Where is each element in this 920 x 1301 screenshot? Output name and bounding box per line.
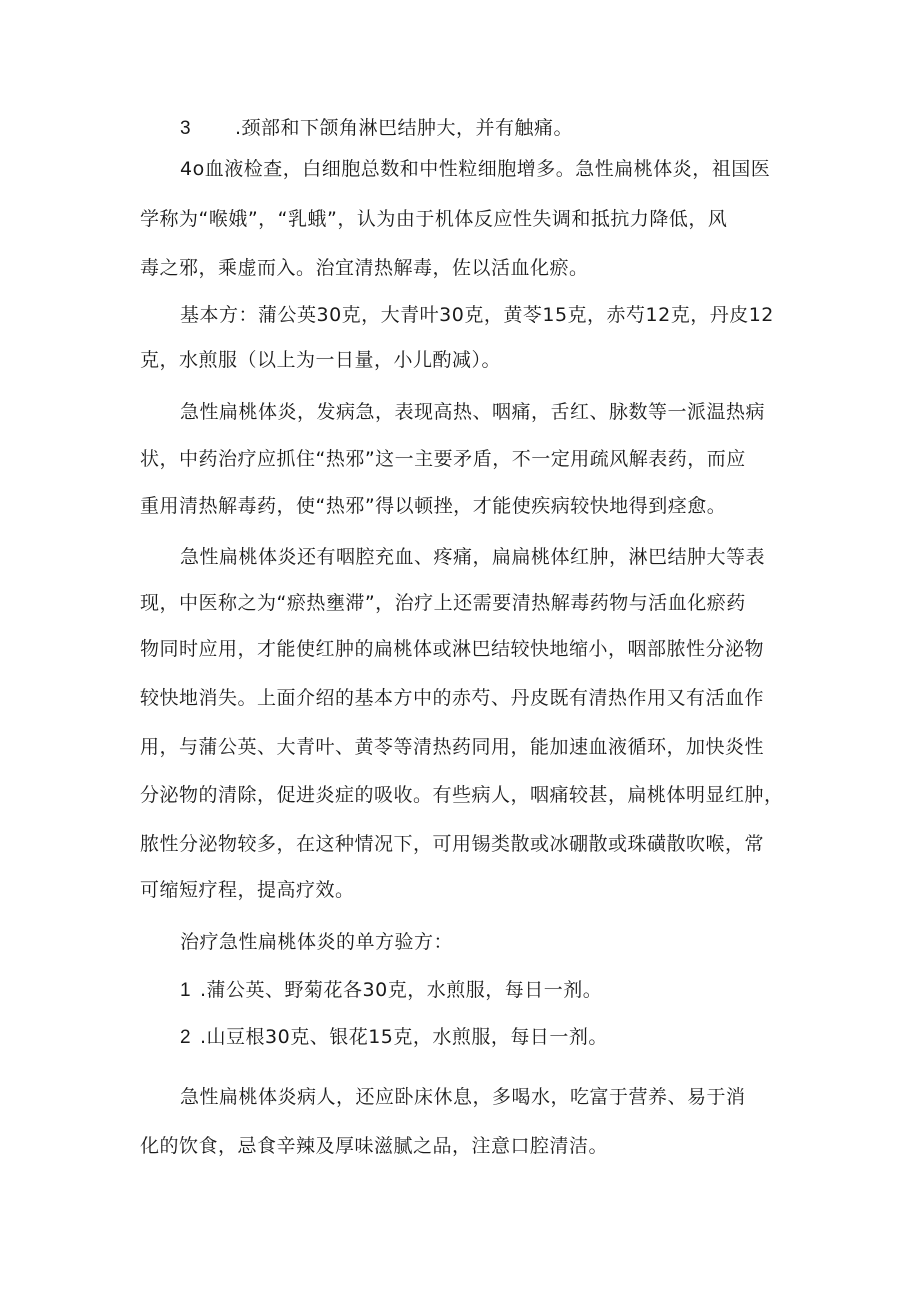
paragraph-stasis-line-8: 可缩短疗程，提高疗效。 xyxy=(140,879,355,901)
list-number: 2 xyxy=(180,1027,192,1048)
paragraph-blood-line-2: 学称为“喉娥”，“乳蛾”，认为由于机体反应性失调和抵抗力降低，风 xyxy=(140,208,728,230)
list-item-recipe-2 xyxy=(180,1025,608,1050)
list-item-text: .蒲公英、野菊花各30克，水煎服，每日一剂。 xyxy=(200,979,603,1001)
paragraph-stasis-line-7: 脓性分泌物较多，在这种情况下，可用锡类散或冰硼散或珠磺散吹喉，常 xyxy=(140,833,765,855)
section-heading-single-recipes: 治疗急性扁桃体炎的单方验方： xyxy=(180,931,454,953)
list-number: 3 xyxy=(180,118,192,139)
paragraph-formula-line-1: 基本方：蒲公英30克，大青叶30克，黄苓15克，赤芍12克，丹皮12 xyxy=(180,304,774,326)
paragraph-care-line-2: 化的饮食，忌食辛辣及厚味滋腻之品，注意口腔清洁。 xyxy=(140,1135,609,1157)
paragraph-heat-line-1: 急性扁桃体炎，发病急，表现高热、咽痛，舌红、脉数等一派温热病 xyxy=(180,401,766,423)
paragraph-heat-line-3: 重用清热解毒药，使“热邪”得以顿挫，才能使疾病较快地得到痉愈。 xyxy=(140,495,727,517)
paragraph-care-line-1: 急性扁桃体炎病人，还应卧床休息，多喝水，吃富于营养、易于消 xyxy=(180,1086,746,1108)
list-item-recipe-1 xyxy=(180,978,602,1003)
paragraph-heat-line-2: 状，中药治疗应抓住“热邪”这一主要矛盾，不一定用疏风解表药，而应 xyxy=(140,448,746,470)
paragraph-stasis-line-5: 用，与蒲公英、大青叶、黄苓等清热药同用，能加速血液循环，加快炎性 xyxy=(140,736,765,758)
paragraph-formula-line-2: 克，水煎服（以上为一日量，小儿酌减）。 xyxy=(140,349,502,371)
list-item-3 xyxy=(180,116,573,141)
paragraph-blood-line-1: 4o血液检查，白细胞总数和中性粒细胞增多。急性扁桃体炎，祖国医 xyxy=(180,158,771,180)
paragraph-stasis-line-3: 物同时应用，才能使红肿的扁桃体或淋巴结较快地缩小，咽部脓性分泌物 xyxy=(140,638,765,660)
list-item-text: .山豆根30克、银花15克，水煎服，每日一剂。 xyxy=(200,1026,608,1048)
list-item-text: .颈部和下颌角淋巴结肿大，并有触痛。 xyxy=(235,117,574,139)
paragraph-stasis-line-2: 现，中医称之为“瘀热壅滞”，治疗上还需要清热解毒药物与活血化瘀药 xyxy=(140,592,746,614)
paragraph-stasis-line-1: 急性扁桃体炎还有咽腔充血、疼痛，扁扁桃体红肿，淋巴结肿大等表 xyxy=(180,546,766,568)
paragraph-blood-line-3: 毒之邪，乘虚而入。治宜清热解毒，佐以活血化瘀。 xyxy=(140,257,589,279)
paragraph-stasis-line-6: 分泌物的清除，促进炎症的吸收。有些病人，咽痛较甚，扁桃体明显红肿， xyxy=(140,784,784,806)
list-number: 1 xyxy=(180,980,192,1001)
paragraph-stasis-line-4: 较快地消失。上面介绍的基本方中的赤芍、丹皮既有清热作用又有活血作 xyxy=(140,687,765,709)
